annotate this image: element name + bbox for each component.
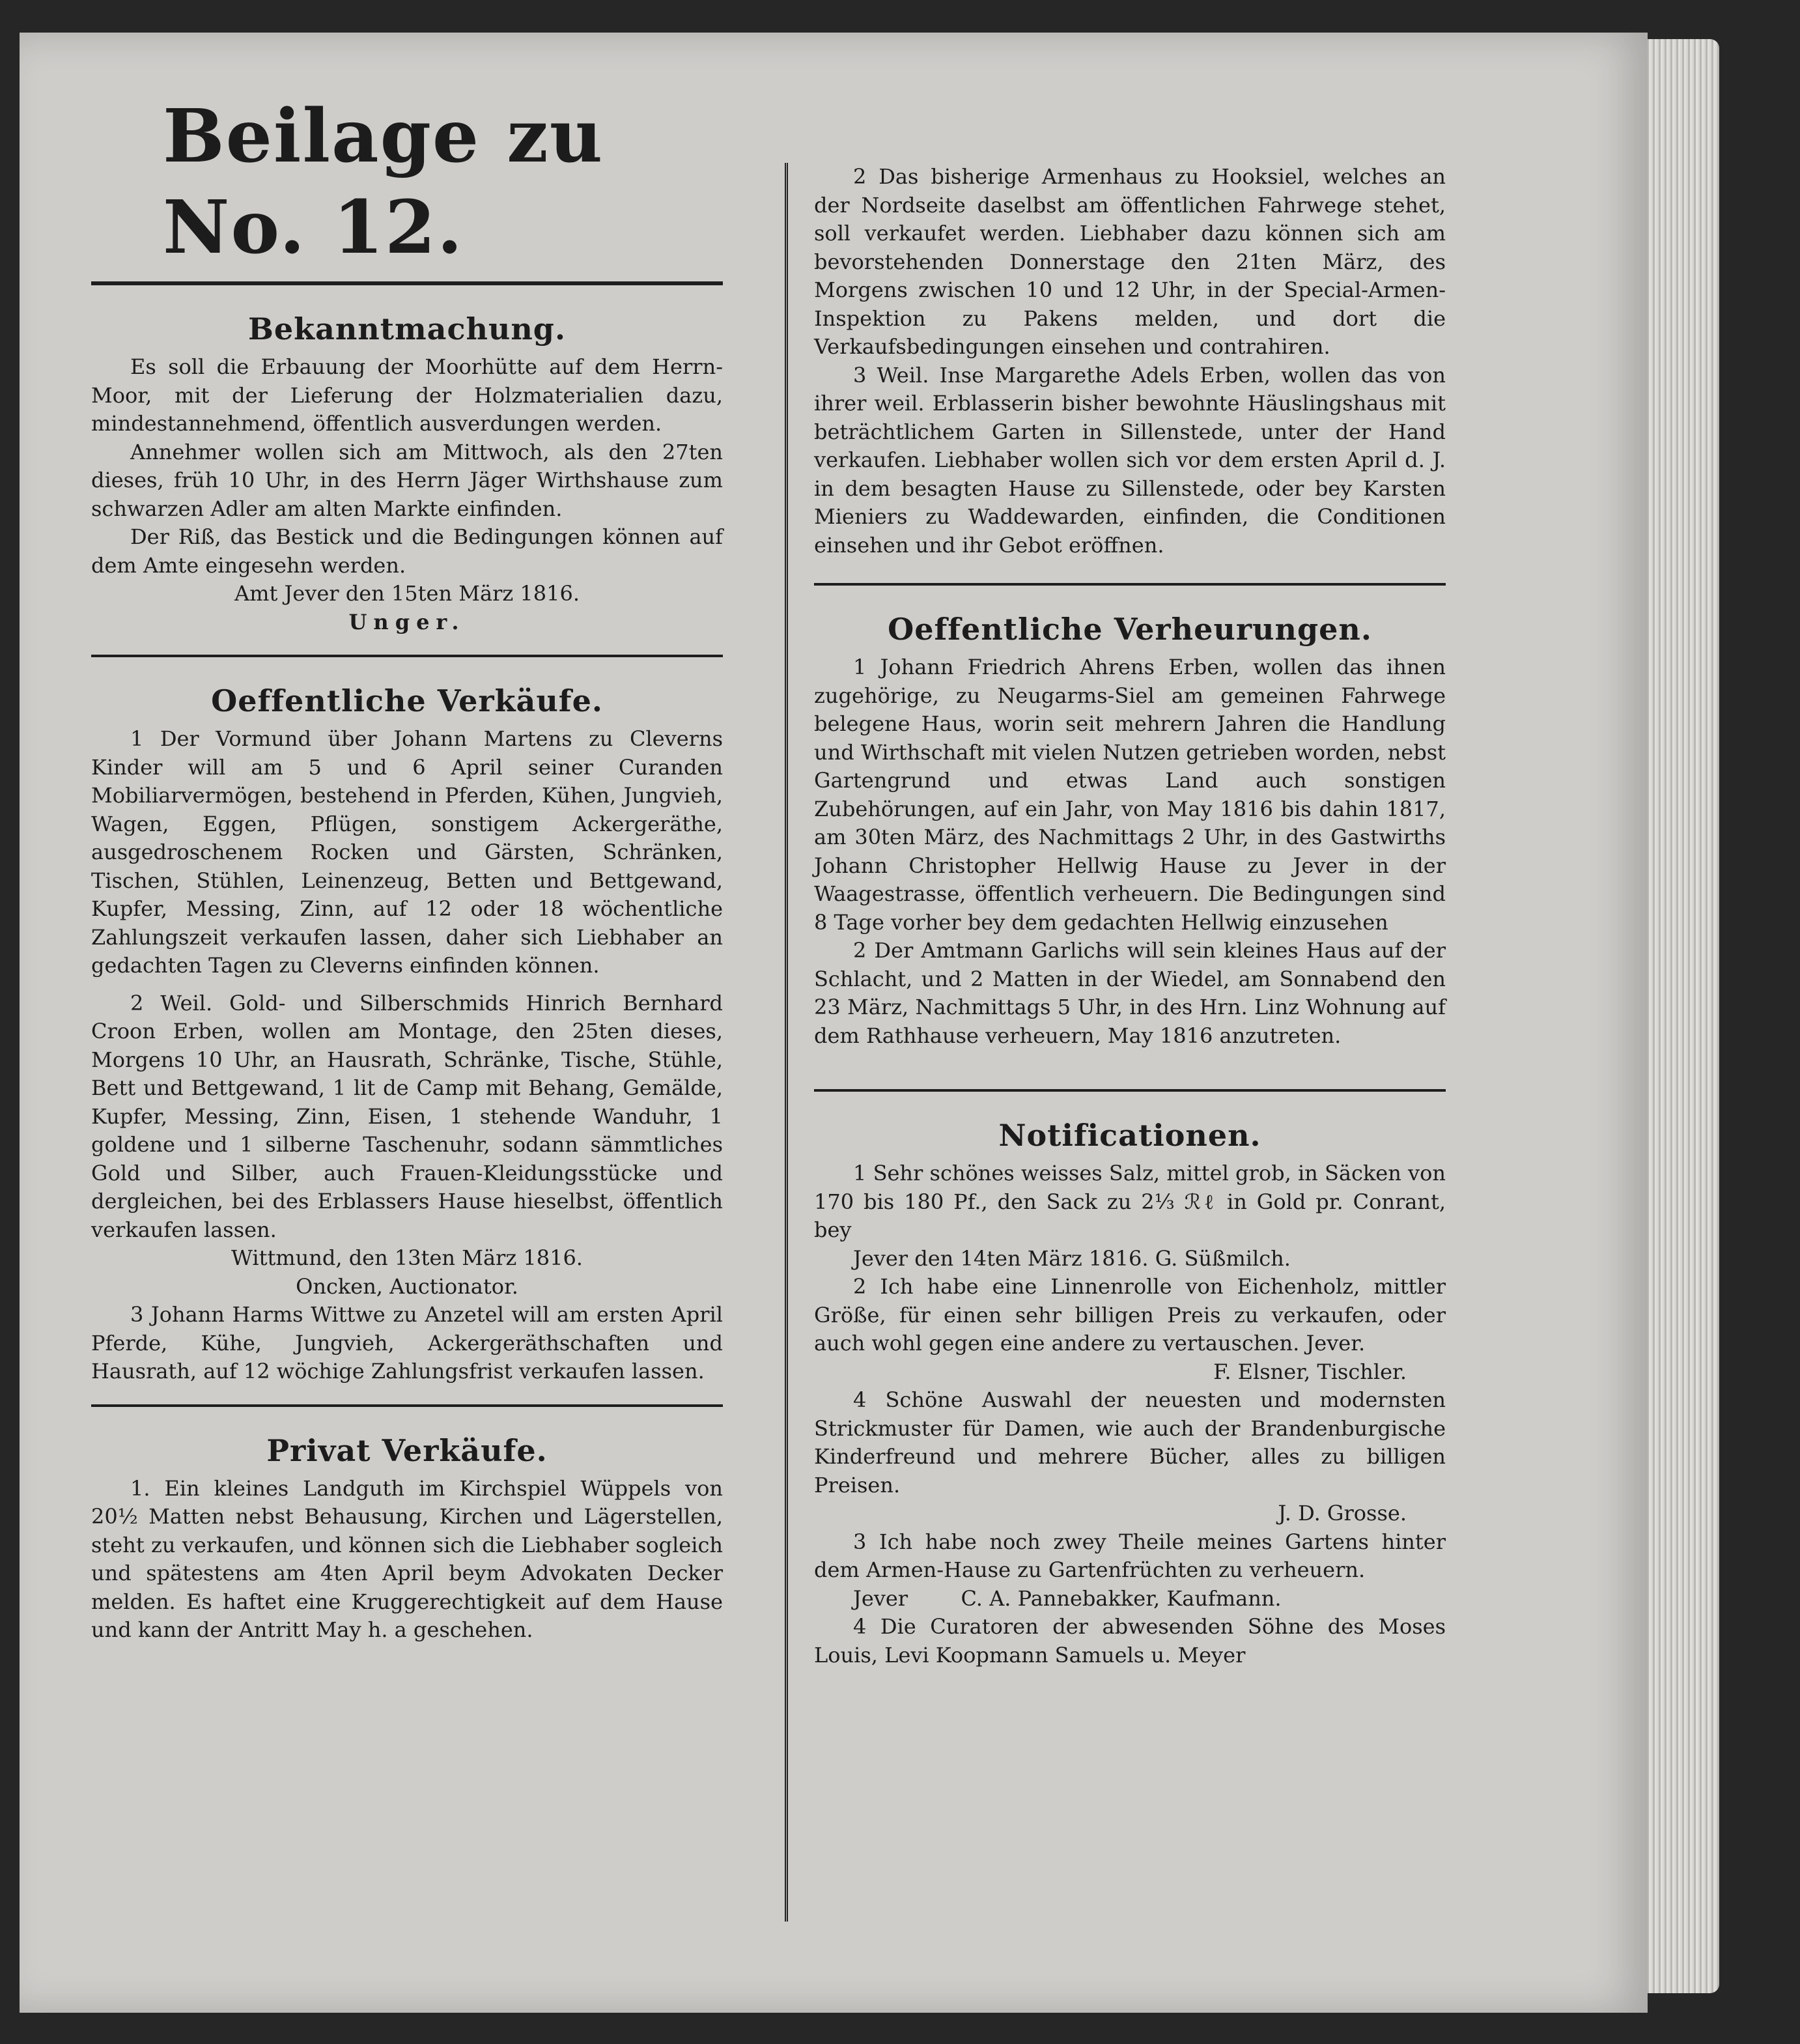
verkaufe-p2: 2 Weil. Gold- und Silberschmids Hinrich Bernhard Croon Erben, wollen am Montage, den 25ten dieses, Morgens 10 Uhr, an Hausrath, Schränke, Tische, Stühle, Bett und Bettgewand, 1 lit de Camp mit Behang, Gemälde, Kupfer, Messing, Zinn, Eisen, 1 stehende Wanduhr, 1 goldene und 1 silberne Taschenuhr, sodann sämmtliches Gold und Silber, auch Frauen-Kleidungsstücke und dergleichen, bei des Erblassers Hause hieselbst, öffentlich verkaufen lassen. xyxy=(91,990,723,1242)
top-p3: 3 Weil. Inse Margarethe Adels Erben, wollen das von ihrer weil. Erblasserin bisher bewohnte Häuslingshaus mit beträchtlichem Garten in Sillenstede, unter der Hand verkaufen. Liebhaber wollen sich vor dem ersten April d. J. in dem besagten Hause zu Sillenstede, oder bey Karsten Mieniers zu Waddewarden, einfinden, die Conditionen einsehen und ihr Gebot eröffnen. xyxy=(814,362,1446,558)
top-p2: 2 Das bisherige Armenhaus zu Hooksiel, welches an der Nordseite daselbst am öffentlichen Fahrwege stehet, soll verkaufet werden. Liebhaber dazu können sich am bevorstehenden Donnerstage den 21ten März, des Morgens zwischen 10 und 12 Uhr, in der Special-Armen-Inspektion zu Pakens melden, und dort die Verkaufsbedingungen einsehen und contrahiren. xyxy=(814,164,1446,359)
notificationen-p3: 3 Ich habe noch zwey Theile meines Gartens hinter dem Armen-Hause zu Gartenfrüchten zu verheuern. xyxy=(814,1529,1446,1582)
verkaufe-p3: 3 Johann Harms Wittwe zu Anzetel will am ersten April Pferde, Kühe, Jungvieh, Ackergeräthschaften und Hausrath, auf 12 wöchige Zahlungsfrist verkaufen lassen. xyxy=(91,1302,723,1384)
section-notificationen xyxy=(814,1118,1446,1669)
heading-bekanntmachung: Bekanntmachung. xyxy=(248,311,566,347)
bekanntmachung-signature: Unger. xyxy=(348,609,466,634)
section-verkaufe xyxy=(91,683,723,1386)
bekanntmachung-p1: Es soll die Erbauung der Moorhütte auf dem Herrn-Moor, mit der Lieferung der Holzmaterialien dazu, mindestannehmend, öffentlich ausverdungen werden. xyxy=(91,354,723,436)
section-rule xyxy=(91,655,723,657)
verkaufe-p2-date: Wittmund, den 13ten März 1816. xyxy=(231,1245,583,1270)
section-rule xyxy=(91,1404,723,1407)
section-bekanntmachung xyxy=(91,311,723,636)
heading-verkaufe: Oeffentliche Verkäufe. xyxy=(211,683,603,718)
notificationen-p4a-signature: J. D. Grosse. xyxy=(1278,1501,1407,1526)
column-divider xyxy=(785,163,788,1922)
heading-verheuerungen: Oeffentliche Verheurungen. xyxy=(888,612,1372,647)
section-rule xyxy=(814,583,1446,586)
bekanntmachung-date: Amt Jever den 15ten März 1816. xyxy=(234,581,580,606)
section-rule xyxy=(814,1089,1446,1092)
notificationen-p1-signature: Jever den 14ten März 1816. G. Süßmilch. xyxy=(853,1245,1291,1271)
heading-notificationen: Notificationen. xyxy=(998,1118,1261,1153)
notificationen-p1: 1 Sehr schönes weisses Salz, mittel grob, in Säcken von 170 bis 180 Pf., den Sack zu 2⅓ ℛℓ in Gold pr. Conrant, bey xyxy=(814,1161,1446,1242)
notificationen-p4: 4 Die Curatoren der abwesenden Söhne des Moses Louis, Levi Koopmann Samuels u. Meyer xyxy=(814,1614,1446,1668)
spacer xyxy=(91,980,723,989)
newspaper-page xyxy=(20,33,1648,2013)
section-top-continued xyxy=(814,163,1446,560)
title-rule xyxy=(91,281,723,285)
section-privat xyxy=(91,1433,723,1645)
page-content xyxy=(65,91,1465,1980)
notificationen-p2: 2 Ich habe eine Linnenrolle von Eichenholz, mittler Größe, für einen sehr billigen Preis zu verkaufen, oder auch wohl gegen eine andere zu vertauschen. Jever. xyxy=(814,1274,1446,1356)
bekanntmachung-p3: Der Riß, das Bestick und die Bedingungen können auf dem Amte eingesehn werden. xyxy=(91,524,723,578)
section-verheuerungen xyxy=(814,612,1446,1050)
privat-p1: 1. Ein kleines Landguth im Kirchspiel Wüppels von 20½ Matten nebst Behausung, Kirchen und Lägerstellen, steht zu verkaufen, und können sich die Liebhaber sogleich und spätestens am 4ten April beym Advokaten Decker melden. Es haftet eine Kruggerechtigkeit auf dem Hause und kann der Antritt May h. a geschehen. xyxy=(91,1475,723,1642)
left-column xyxy=(91,91,723,1663)
bekanntmachung-p2: Annehmer wollen sich am Mittwoch, als den 27ten dieses, früh 10 Uhr, in des Herrn Jäger Wirthshause zum schwarzen Adler am alten Markte einfinden. xyxy=(91,439,723,521)
notificationen-p4a: 4 Schöne Auswahl der neuesten und modernsten Strickmuster für Damen, wie auch der Brandenburgische Kinderfreund und mehrere Bücher, alles zu billigen Preisen. xyxy=(814,1387,1446,1498)
notificationen-p3-signature: Jever C. A. Pannebakker, Kaufmann. xyxy=(853,1585,1282,1611)
verkaufe-p2-signature: Oncken, Auctionator. xyxy=(296,1273,518,1299)
verkaufe-p1: 1 Der Vormund über Johann Martens zu Cleverns Kinder will am 5 und 6 April seiner Curanden Mobiliarvermögen, bestehend in Pferden, Kühen, Jungvieh, Wagen, Eggen, Pflügen, sonstigem Ackergeräthe, ausgedroschenem Rocken und Gärsten, Schränken, Tischen, Stühlen, Leinenzeug, Betten und Bettgewand, Kupfer, Messing, Zinn, auf 12 oder 18 wöchentliche Zahlungszeit verkaufen lassen, daher sich Liebhaber an gedachten Tagen zu Cleverns einfinden können. xyxy=(91,726,723,978)
page-title: Beilage zu No. 12. xyxy=(163,94,604,270)
heading-privat: Privat Verkäufe. xyxy=(266,1432,548,1468)
verheuerungen-p1: 1 Johann Friedrich Ahrens Erben, wollen das ihnen zugehörige, zu Neugarms-Siel am gemeinen Fahrwege belegene Haus, worin seit mehrern Jahren die Handlung und Wirthschaft mit vielen Nutzen getrieben worden, nebst Gartengrund und etwas Land auch sonstigen Zubehörungen, auf ein Jahr, von May 1816 bis dahin 1817, am 30ten März, des Nachmittags 2 Uhr, in des Gastwirths Johann Christopher Hellwig Hause zu Jever in der Waagestrasse, öffentlich verheuern. Die Bedingungen sind 8 Tage vorher bey dem gedachten Hellwig einzusehen xyxy=(814,655,1446,935)
notificationen-p2-signature: F. Elsner, Tischler. xyxy=(1213,1359,1407,1384)
verheuerungen-p2: 2 Der Amtmann Garlichs will sein kleines Haus auf der Schlacht, und 2 Matten in der Wiedel, am Sonnabend den 23 März, Nachmittags 5 Uhr, in des Hrn. Linz Wohnung auf dem Rathhause verheuern, May 1816 anzutreten. xyxy=(814,938,1446,1048)
right-column xyxy=(814,91,1446,1688)
